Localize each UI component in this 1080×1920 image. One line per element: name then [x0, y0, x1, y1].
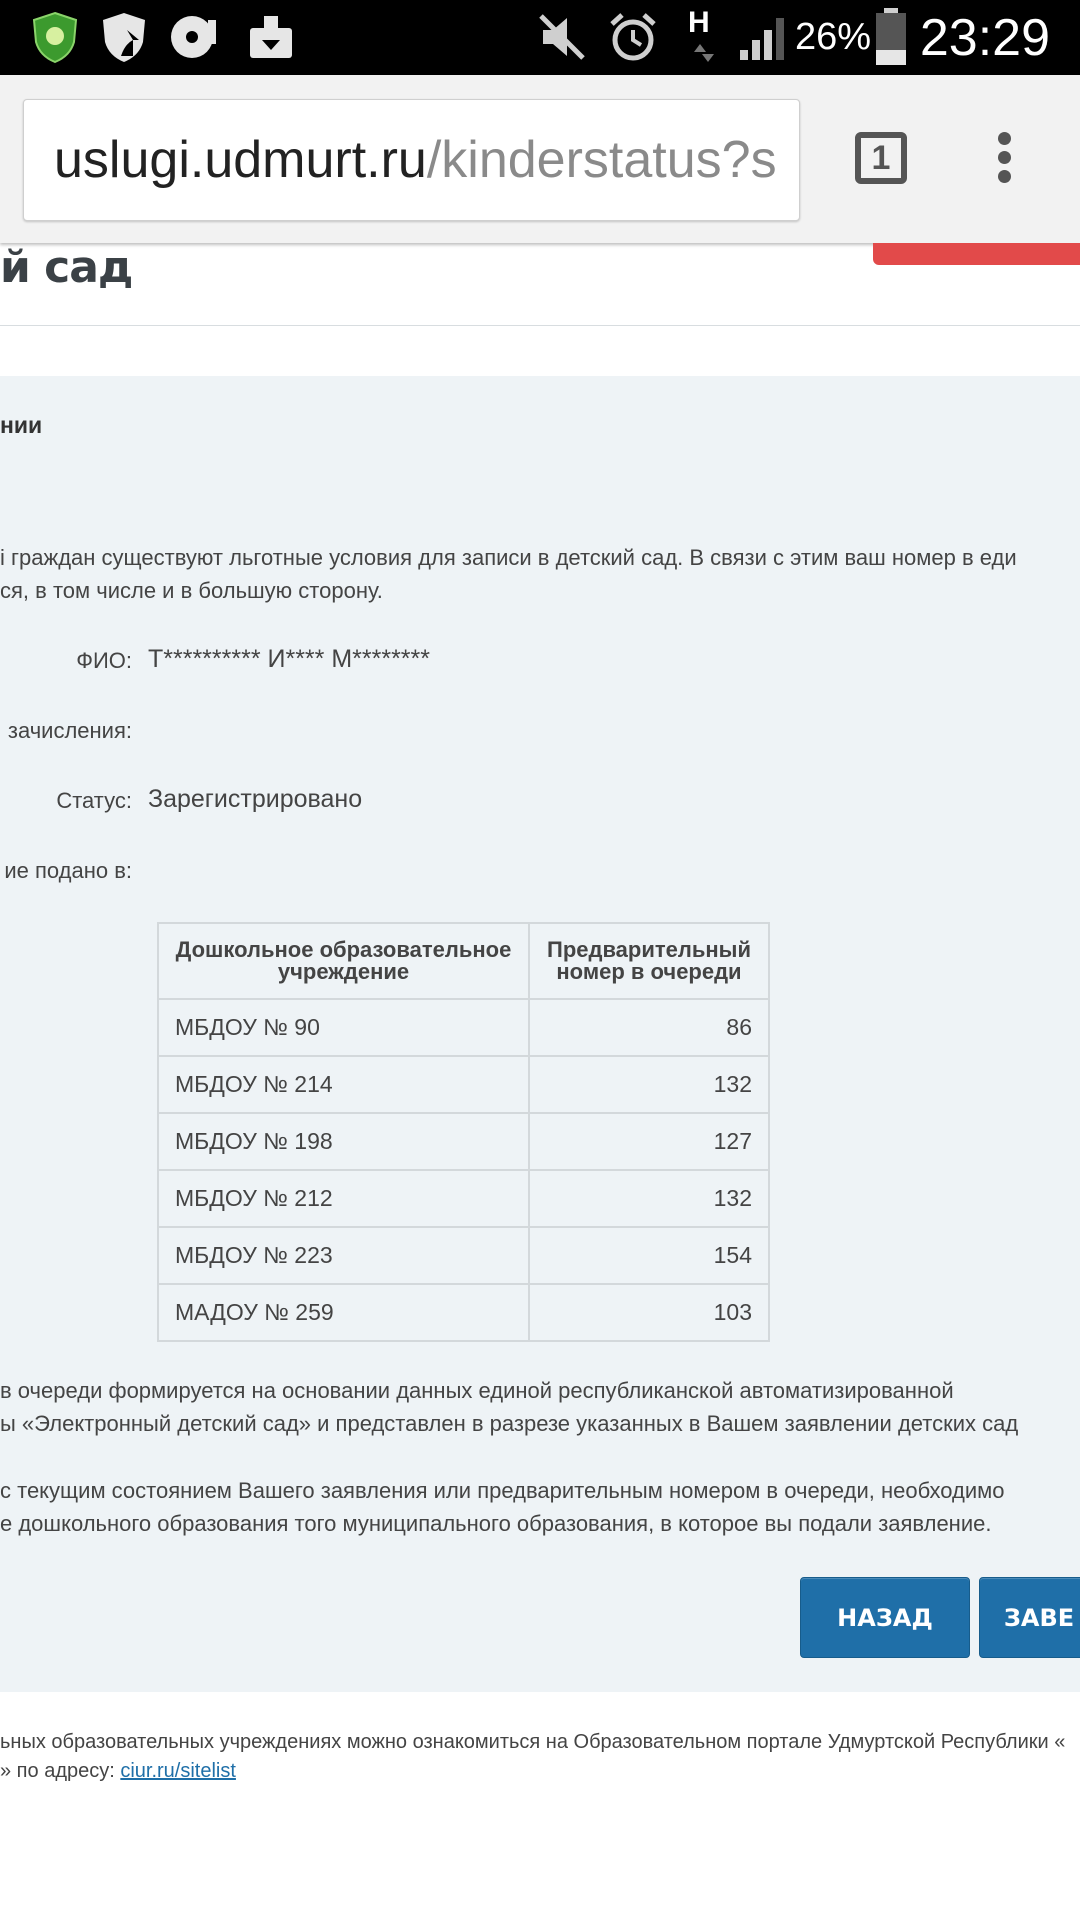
note-text-line-4: е дошкольного образования того муниципального образования, в которое вы подали заявление. — [0, 1511, 992, 1536]
header-divider — [0, 325, 1080, 326]
intro-text-line-2: ся, в том числе и в большую сторону. — [0, 578, 383, 603]
next-button[interactable]: ЗАВЕ — [979, 1577, 1080, 1658]
institution-name: МБДОУ № 90 — [158, 999, 529, 1056]
table-row — [158, 1170, 769, 1227]
media-disc-icon — [168, 10, 222, 64]
antivirus-shield-icon — [28, 10, 82, 64]
column-header-queue-number: Предварительный номер в очереди — [529, 923, 769, 999]
section-title: нии — [0, 412, 43, 438]
url-path: /kinderstatus?s — [426, 131, 777, 189]
queue-number: 103 — [529, 1284, 769, 1341]
fio-label: ФИО: — [76, 648, 132, 673]
queue-table — [157, 922, 770, 1342]
status-label: Статус: — [56, 788, 132, 813]
fio-value: Т********** И**** М******** — [148, 645, 430, 673]
enrollment-date-label: зачисления: — [7, 718, 132, 743]
column-header-institution: Дошкольное образовательное учреждение — [158, 923, 529, 999]
table-row — [158, 1056, 769, 1113]
battery-icon — [874, 8, 908, 66]
table-row — [158, 1113, 769, 1170]
data-arrows-icon — [690, 42, 718, 64]
table-row — [158, 999, 769, 1056]
institution-name: МАДОУ № 259 — [158, 1284, 529, 1341]
note-text-line-3: с текущим состоянием Вашего заявления или предварительным номером в очереди, необходимо — [0, 1478, 1005, 1503]
url-bar[interactable] — [23, 99, 800, 221]
queue-number: 132 — [529, 1056, 769, 1113]
tab-switcher-button[interactable]: 1 — [855, 132, 907, 184]
institution-name: МБДОУ № 212 — [158, 1170, 529, 1227]
table-row — [158, 1227, 769, 1284]
overflow-menu-icon[interactable] — [996, 132, 1012, 188]
back-button[interactable]: НАЗАД — [800, 1577, 970, 1658]
footer-text-line-1: ьных образовательных учреждениях можно ознакомиться на Образовательном портале Удмуртской Республики « — [0, 1731, 1066, 1753]
institution-name: МБДОУ № 214 — [158, 1056, 529, 1113]
header-action-button[interactable] — [873, 243, 1080, 265]
table-header-row — [158, 923, 769, 999]
institution-name: МБДОУ № 223 — [158, 1227, 529, 1284]
battery-percent: 26% — [795, 16, 872, 58]
clipboard-download-icon — [244, 10, 298, 64]
page-title: й сад — [0, 242, 133, 293]
footer-prefix: » по адресу: — [0, 1760, 121, 1782]
institution-name: МБДОУ № 198 — [158, 1113, 529, 1170]
alarm-clock-icon — [606, 10, 660, 64]
queue-number: 132 — [529, 1170, 769, 1227]
note-text-line-2: ы «Электронный детский сад» и представлен в разрезе указанных в Вашем заявлении детских сад — [0, 1411, 1019, 1436]
clock-time: 23:29 — [919, 9, 1050, 67]
network-type-label: H — [688, 6, 710, 39]
browser-toolbar — [0, 75, 1080, 243]
sitelist-link[interactable]: ciur.ru/sitelist — [120, 1760, 236, 1782]
signal-strength-icon — [736, 10, 790, 64]
table-row — [158, 1284, 769, 1341]
security-update-icon — [97, 10, 151, 64]
mute-icon — [535, 10, 589, 64]
footer-text-line-2 — [0, 1760, 236, 1783]
submitted-to-label: ие подано в: — [4, 858, 132, 883]
note-text-line-1: в очереди формируется на основании данных единой республиканской автоматизированной — [0, 1378, 954, 1403]
queue-number: 154 — [529, 1227, 769, 1284]
intro-text-line-1: і граждан существуют льготные условия для записи в детский сад. В связи с этим ваш номер в еди — [0, 545, 1017, 570]
status-value: Зарегистрировано — [148, 785, 363, 813]
status-bar — [0, 0, 1080, 75]
queue-number: 127 — [529, 1113, 769, 1170]
queue-number: 86 — [529, 999, 769, 1056]
url-host: uslugi.udmurt.ru — [54, 131, 427, 189]
